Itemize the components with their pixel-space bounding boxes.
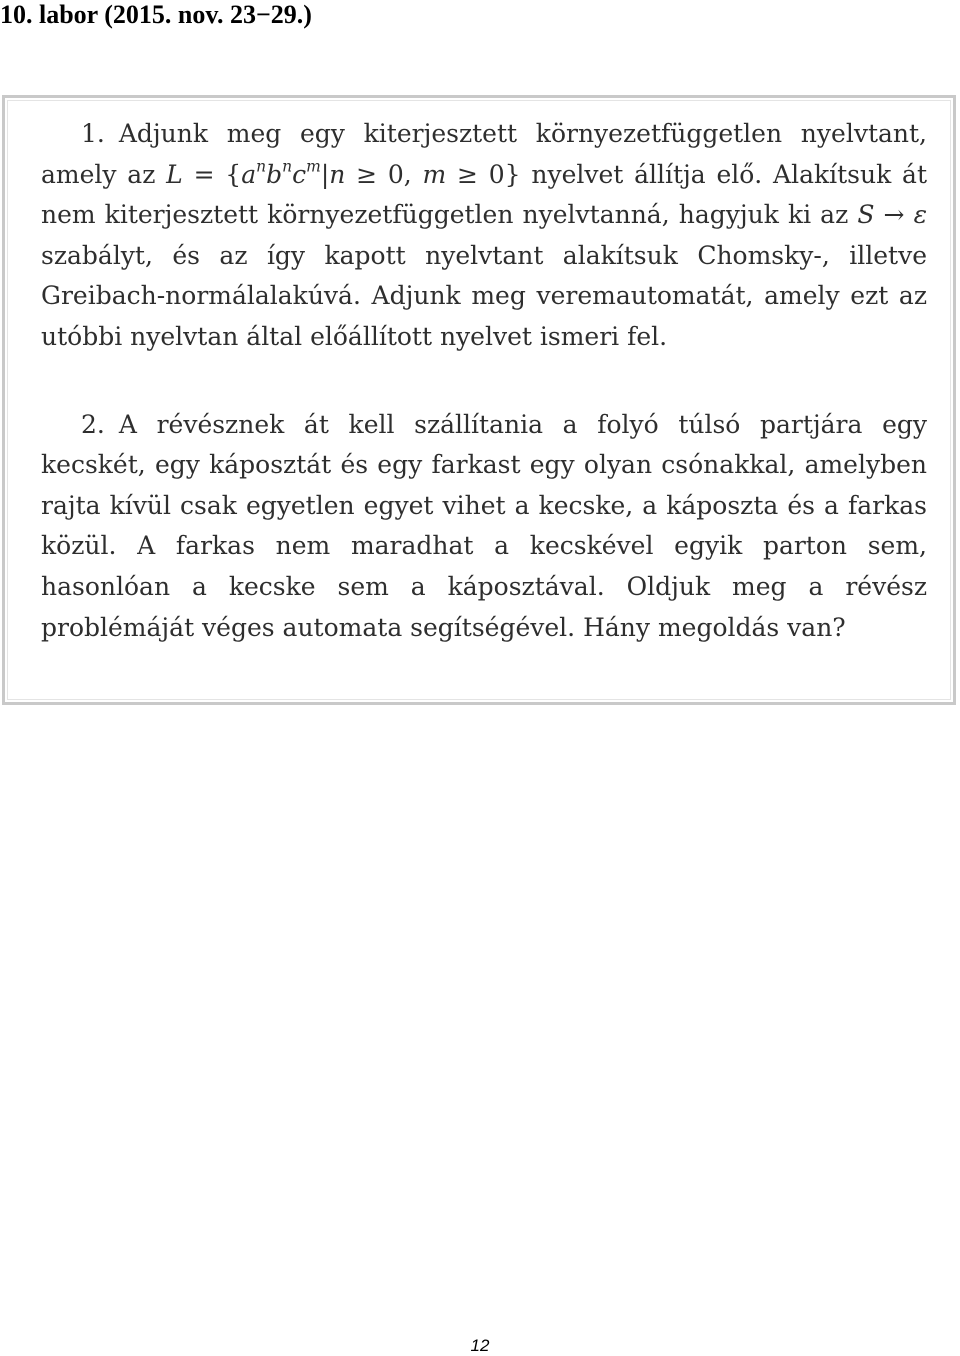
- problem-2-number: 2.: [81, 409, 105, 439]
- language-definition-formula: $L = \{a^nb^nc^m|n \ge 0$, m ≥ 0}: [166, 156, 521, 189]
- problem-1-text-b: nyelvet állítja elő. Alakítsuk át nem kiterjesztett környezetfüggetlen nyelvtanná, hagyjuk ki az: [41, 159, 927, 230]
- exercise-text: [41, 114, 927, 648]
- page-title: 10. labor (2015. nov. 23−29.): [0, 0, 312, 29]
- problem-1: [41, 114, 927, 358]
- problem-1-text-c: szabályt, és az így kapott nyelvtant alakítsuk Chomsky-, illetve Greibach-normálalakúvá. Adjunk meg veremautomatát, amely ezt az utóbbi nyelvtan által előállított nyelvet ismeri fel.: [41, 240, 927, 351]
- scanned-exercise-image: [2, 95, 956, 705]
- problem-2: [41, 405, 927, 649]
- problem-2-text: A révésznek át kell szállítania a folyó túlsó partjára egy kecskét, egy káposztát és egy farkast egy olyan csónakkal, amelyben rajta kívül csak egyetlen egyet vihet a kecske, a káposzta és a farkas közül. A farkas nem maradhat a kecskével egyik parton sem, hasonlóan a kecske sem a káposztával. Oldjuk meg a révész problémáját véges automata segítségével. Hány megoldás van?: [41, 409, 927, 642]
- page-number: 12: [470, 1336, 490, 1355]
- epsilon-rule-formula: S → ε: [857, 200, 927, 230]
- problem-1-text-a: Adjunk meg egy kiterjesztett környezetfüggetlen nyelvtant, amely az: [41, 119, 927, 189]
- problem-1-number: 1.: [81, 119, 105, 148]
